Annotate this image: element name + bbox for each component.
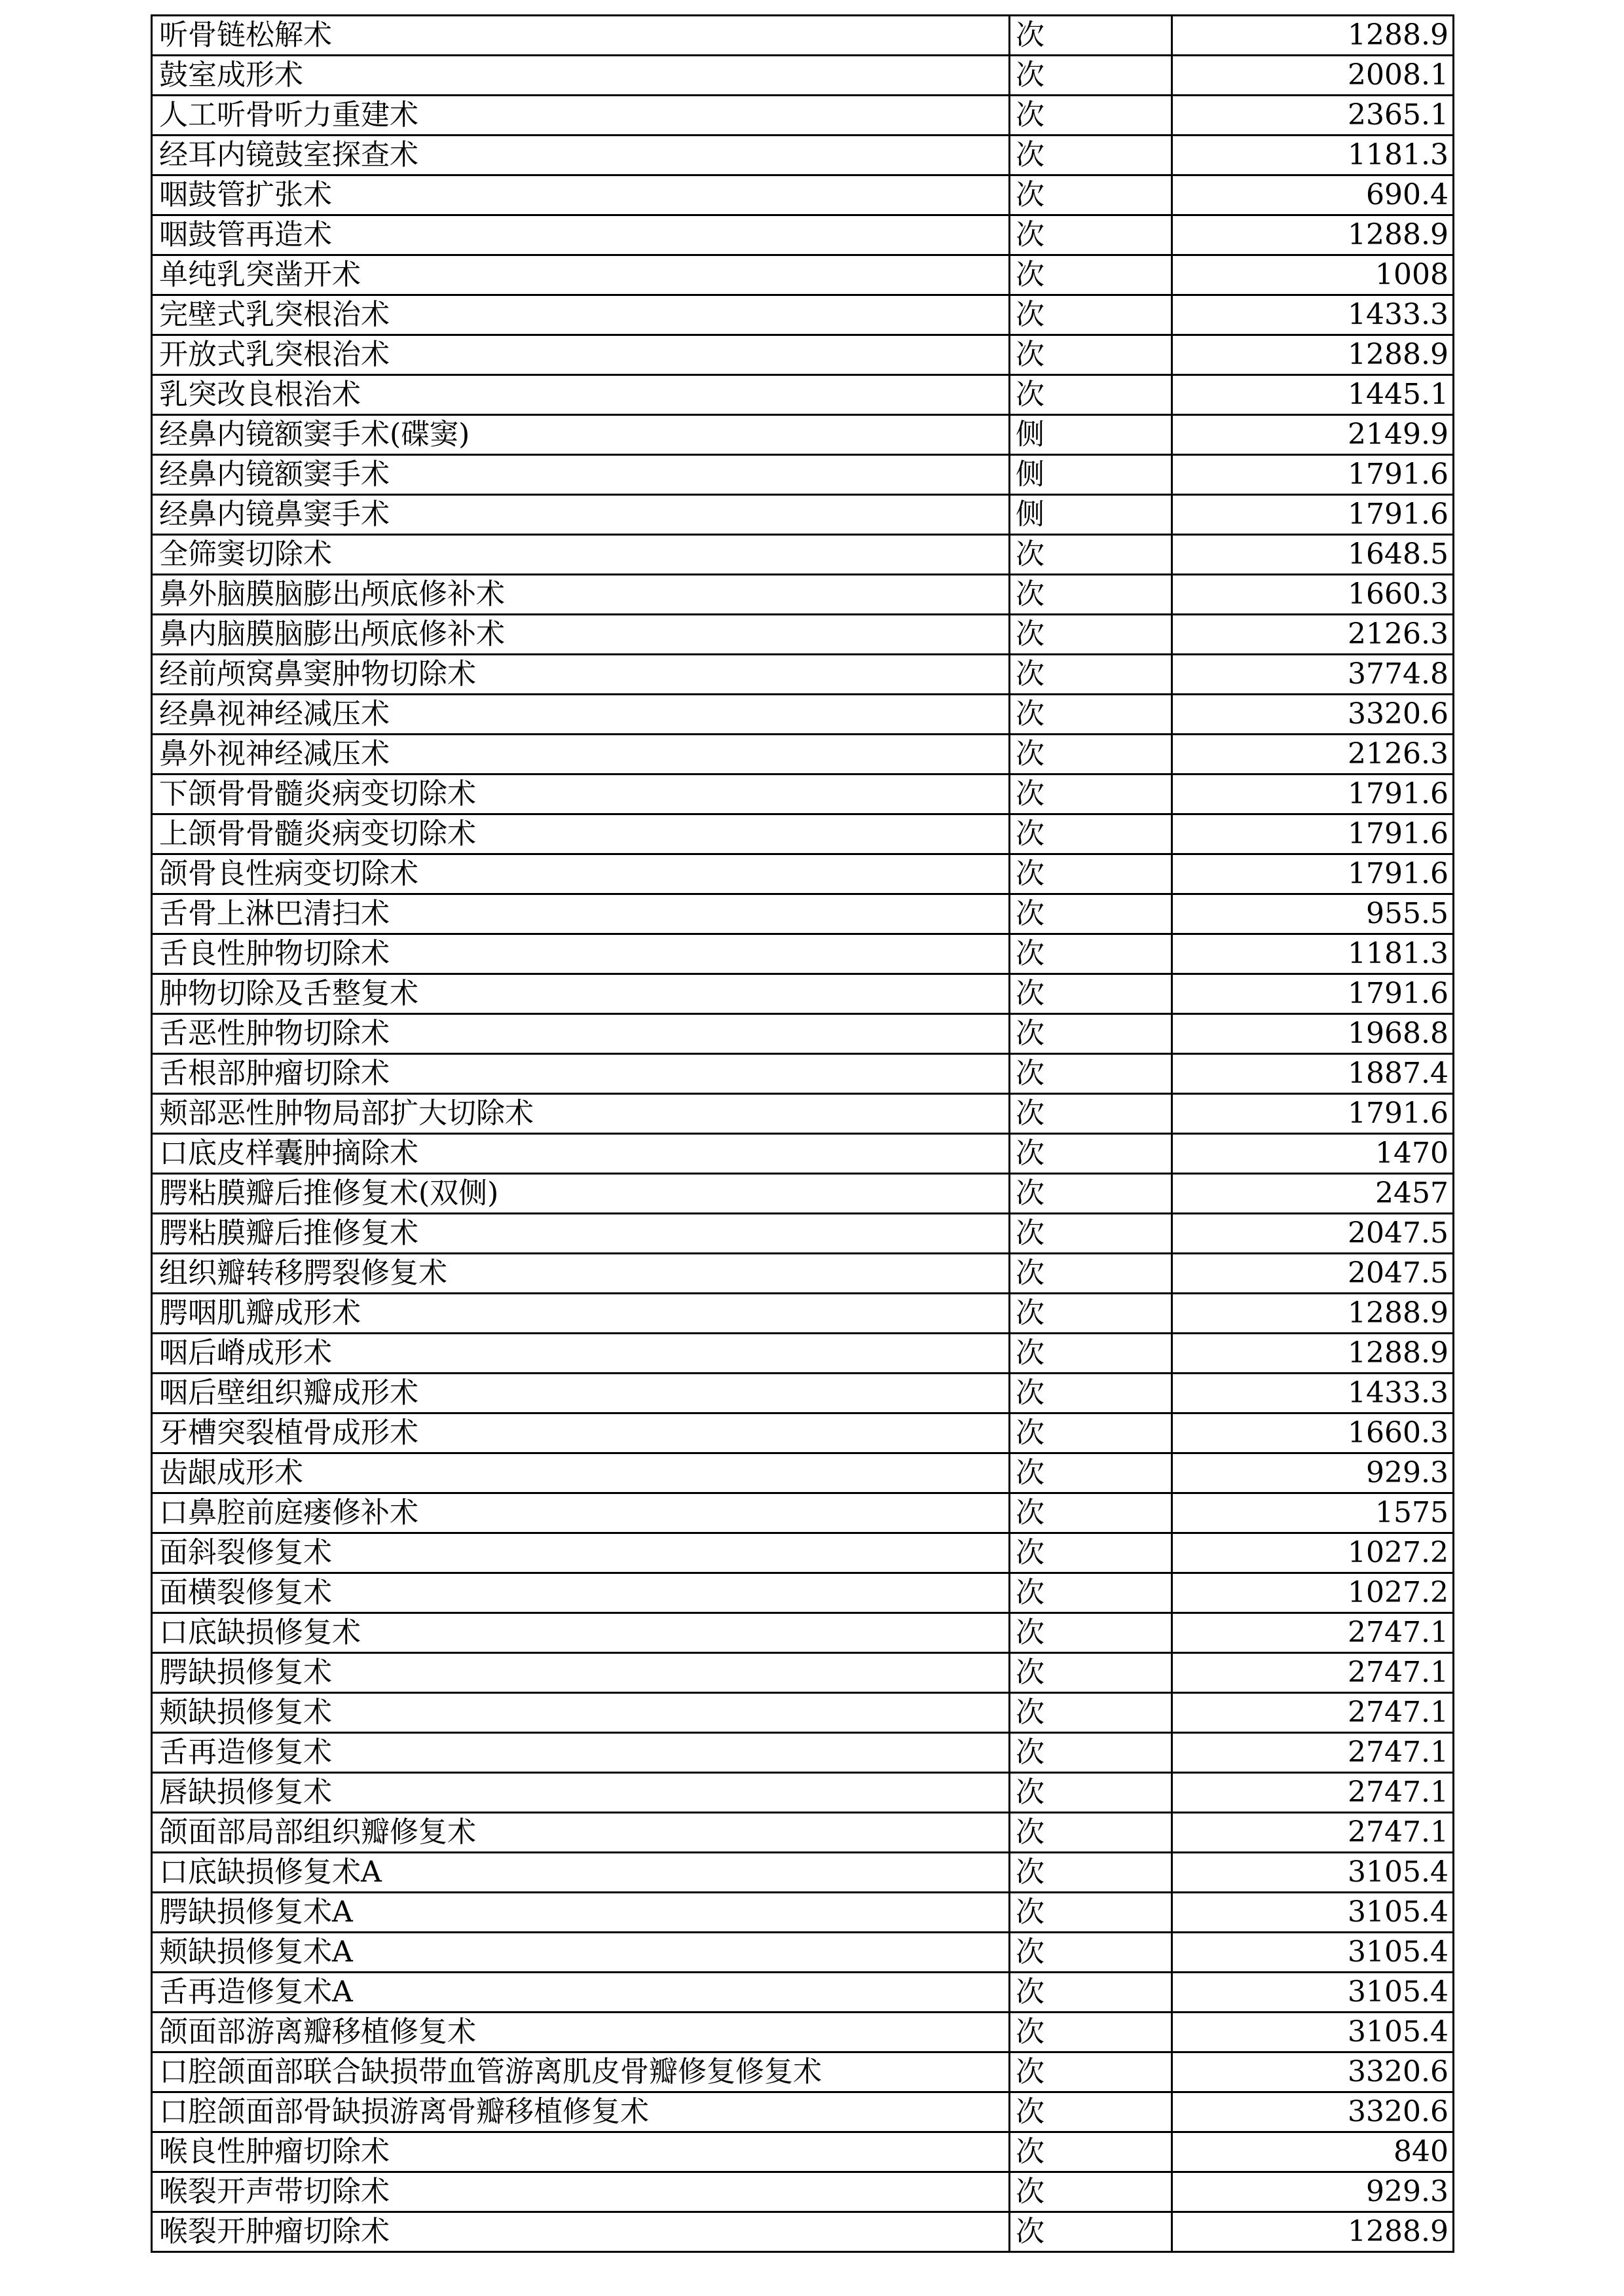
procedure-name-cell: 颌面部游离瓣移植修复术	[152, 2013, 1010, 2052]
unit-cell: 次	[1010, 1893, 1172, 1933]
table-row	[152, 934, 1454, 974]
unit-cell: 次	[1010, 974, 1172, 1014]
unit-cell: 次	[1010, 854, 1172, 894]
table-row	[152, 1493, 1454, 1533]
price-cell: 840	[1172, 2132, 1454, 2172]
price-cell: 1445.1	[1172, 375, 1454, 415]
procedure-name-cell: 颊部恶性肿物局部扩大切除术	[152, 1094, 1010, 1134]
table-row	[152, 175, 1454, 215]
price-cell: 1181.3	[1172, 136, 1454, 175]
price-cell: 2747.1	[1172, 1813, 1454, 1853]
price-cell: 2126.3	[1172, 735, 1454, 774]
table-row	[152, 1054, 1454, 1094]
unit-cell: 次	[1010, 175, 1172, 215]
table-row	[152, 2132, 1454, 2172]
table-row	[152, 1094, 1454, 1134]
procedure-name-cell: 喉良性肿瘤切除术	[152, 2132, 1010, 2172]
table-row	[152, 295, 1454, 335]
price-cell: 1575	[1172, 1493, 1454, 1533]
unit-cell: 次	[1010, 894, 1172, 934]
procedure-name-cell: 经鼻内镜鼻窦手术	[152, 495, 1010, 535]
unit-cell: 次	[1010, 2172, 1172, 2212]
unit-cell: 次	[1010, 1653, 1172, 1693]
unit-cell: 次	[1010, 535, 1172, 575]
table-row	[152, 1174, 1454, 1214]
price-cell: 2126.3	[1172, 615, 1454, 655]
table-row	[152, 335, 1454, 375]
price-cell: 2747.1	[1172, 1733, 1454, 1773]
unit-cell: 次	[1010, 1813, 1172, 1853]
unit-cell: 次	[1010, 1613, 1172, 1653]
procedure-name-cell: 口腔颌面部骨缺损游离骨瓣移植修复术	[152, 2092, 1010, 2132]
procedure-name-cell: 腭缺损修复术A	[152, 1893, 1010, 1933]
unit-cell: 次	[1010, 1853, 1172, 1893]
table-row	[152, 1533, 1454, 1573]
procedure-name-cell: 颊缺损修复术A	[152, 1933, 1010, 1973]
price-cell: 3105.4	[1172, 1853, 1454, 1893]
table-row	[152, 1573, 1454, 1613]
unit-cell: 次	[1010, 1573, 1172, 1613]
procedure-name-cell: 舌恶性肿物切除术	[152, 1014, 1010, 1054]
procedure-name-cell: 腭粘膜瓣后推修复术(双侧)	[152, 1174, 1010, 1214]
table-row	[152, 1773, 1454, 1813]
table-row	[152, 894, 1454, 934]
price-cell: 955.5	[1172, 894, 1454, 934]
unit-cell: 次	[1010, 1334, 1172, 1374]
procedure-name-cell: 下颌骨骨髓炎病变切除术	[152, 774, 1010, 814]
unit-cell: 次	[1010, 2092, 1172, 2132]
price-cell: 2365.1	[1172, 96, 1454, 136]
table-row	[152, 56, 1454, 96]
unit-cell: 次	[1010, 96, 1172, 136]
table-row	[152, 1613, 1454, 1653]
price-cell: 1791.6	[1172, 974, 1454, 1014]
unit-cell: 侧	[1010, 455, 1172, 495]
price-cell: 3320.6	[1172, 695, 1454, 735]
procedure-name-cell: 颊缺损修复术	[152, 1693, 1010, 1733]
procedure-name-cell: 听骨链松解术	[152, 16, 1010, 56]
price-cell: 2008.1	[1172, 56, 1454, 96]
procedure-name-cell: 口底缺损修复术A	[152, 1853, 1010, 1893]
procedure-name-cell: 单纯乳突凿开术	[152, 255, 1010, 295]
unit-cell: 次	[1010, 215, 1172, 255]
unit-cell: 次	[1010, 575, 1172, 615]
procedure-name-cell: 齿龈成形术	[152, 1453, 1010, 1493]
unit-cell: 次	[1010, 1014, 1172, 1054]
price-cell: 1791.6	[1172, 455, 1454, 495]
procedure-name-cell: 口底缺损修复术	[152, 1613, 1010, 1653]
table-row	[152, 1134, 1454, 1174]
table-row	[152, 1653, 1454, 1693]
unit-cell: 次	[1010, 1973, 1172, 2013]
procedure-name-cell: 舌根部肿瘤切除术	[152, 1054, 1010, 1094]
table-row	[152, 255, 1454, 295]
unit-cell: 次	[1010, 655, 1172, 695]
procedure-name-cell: 经鼻内镜额窦手术(碟窦)	[152, 415, 1010, 455]
table-row	[152, 1413, 1454, 1453]
table-row	[152, 415, 1454, 455]
unit-cell: 次	[1010, 1453, 1172, 1493]
procedure-name-cell: 舌骨上淋巴清扫术	[152, 894, 1010, 934]
procedure-name-cell: 经耳内镜鼓室探查术	[152, 136, 1010, 175]
unit-cell: 次	[1010, 1294, 1172, 1334]
procedure-name-cell: 肿物切除及舌整复术	[152, 974, 1010, 1014]
procedure-name-cell: 腭粘膜瓣后推修复术	[152, 1214, 1010, 1254]
unit-cell: 次	[1010, 2212, 1172, 2252]
procedure-name-cell: 喉裂开肿瘤切除术	[152, 2212, 1010, 2252]
procedure-name-cell: 喉裂开声带切除术	[152, 2172, 1010, 2212]
price-cell: 1433.3	[1172, 295, 1454, 335]
price-cell: 1791.6	[1172, 814, 1454, 854]
unit-cell: 次	[1010, 56, 1172, 96]
procedure-name-cell: 面斜裂修复术	[152, 1533, 1010, 1573]
price-cell: 1288.9	[1172, 1334, 1454, 1374]
price-cell: 2149.9	[1172, 415, 1454, 455]
procedure-name-cell: 面横裂修复术	[152, 1573, 1010, 1613]
price-cell: 3774.8	[1172, 655, 1454, 695]
unit-cell: 次	[1010, 295, 1172, 335]
unit-cell: 次	[1010, 1054, 1172, 1094]
procedure-name-cell: 人工听骨听力重建术	[152, 96, 1010, 136]
table-row	[152, 136, 1454, 175]
unit-cell: 次	[1010, 1374, 1172, 1413]
unit-cell: 次	[1010, 2013, 1172, 2052]
price-cell: 1027.2	[1172, 1573, 1454, 1613]
unit-cell: 次	[1010, 16, 1172, 56]
procedure-name-cell: 舌再造修复术	[152, 1733, 1010, 1773]
procedure-name-cell: 口腔颌面部联合缺损带血管游离肌皮骨瓣修复修复术	[152, 2052, 1010, 2092]
unit-cell: 次	[1010, 255, 1172, 295]
procedure-name-cell: 上颌骨骨髓炎病变切除术	[152, 814, 1010, 854]
price-cell: 2747.1	[1172, 1613, 1454, 1653]
price-cell: 1968.8	[1172, 1014, 1454, 1054]
price-cell: 1660.3	[1172, 1413, 1454, 1453]
price-cell: 2457	[1172, 1174, 1454, 1214]
unit-cell: 次	[1010, 735, 1172, 774]
procedure-name-cell: 鼻外脑膜脑膨出颅底修补术	[152, 575, 1010, 615]
procedure-name-cell: 经鼻内镜额窦手术	[152, 455, 1010, 495]
procedure-name-cell: 经鼻视神经减压术	[152, 695, 1010, 735]
table-row	[152, 854, 1454, 894]
price-cell: 2747.1	[1172, 1693, 1454, 1733]
table-row	[152, 1813, 1454, 1853]
price-cell: 1648.5	[1172, 535, 1454, 575]
price-table-body	[152, 16, 1454, 2252]
unit-cell: 次	[1010, 335, 1172, 375]
table-row	[152, 96, 1454, 136]
table-row	[152, 16, 1454, 56]
table-row	[152, 495, 1454, 535]
price-cell: 2747.1	[1172, 1773, 1454, 1813]
unit-cell: 次	[1010, 375, 1172, 415]
unit-cell: 次	[1010, 814, 1172, 854]
procedure-name-cell: 颌骨良性病变切除术	[152, 854, 1010, 894]
table-row	[152, 1693, 1454, 1733]
price-cell: 929.3	[1172, 2172, 1454, 2212]
procedure-name-cell: 舌良性肿物切除术	[152, 934, 1010, 974]
price-cell: 1791.6	[1172, 1094, 1454, 1134]
procedure-name-cell: 咽后嵴成形术	[152, 1334, 1010, 1374]
price-cell: 3320.6	[1172, 2052, 1454, 2092]
table-row	[152, 1294, 1454, 1334]
procedure-name-cell: 腭缺损修复术	[152, 1653, 1010, 1693]
unit-cell: 次	[1010, 1933, 1172, 1973]
procedure-name-cell: 牙槽突裂植骨成形术	[152, 1413, 1010, 1453]
unit-cell: 侧	[1010, 495, 1172, 535]
table-row	[152, 575, 1454, 615]
price-cell: 1008	[1172, 255, 1454, 295]
price-cell: 1470	[1172, 1134, 1454, 1174]
table-row	[152, 1733, 1454, 1773]
table-row	[152, 1014, 1454, 1054]
procedure-name-cell: 口鼻腔前庭瘘修补术	[152, 1493, 1010, 1533]
price-cell: 1660.3	[1172, 575, 1454, 615]
price-cell: 1791.6	[1172, 774, 1454, 814]
price-cell: 2047.5	[1172, 1214, 1454, 1254]
unit-cell: 次	[1010, 1094, 1172, 1134]
price-cell: 1433.3	[1172, 1374, 1454, 1413]
unit-cell: 次	[1010, 1533, 1172, 1573]
table-row	[152, 655, 1454, 695]
price-cell: 1027.2	[1172, 1533, 1454, 1573]
unit-cell: 次	[1010, 615, 1172, 655]
unit-cell: 次	[1010, 1214, 1172, 1254]
price-table	[151, 14, 1454, 2253]
procedure-name-cell: 咽后壁组织瓣成形术	[152, 1374, 1010, 1413]
price-cell: 3105.4	[1172, 1973, 1454, 2013]
procedure-name-cell: 口底皮样囊肿摘除术	[152, 1134, 1010, 1174]
price-cell: 3320.6	[1172, 2092, 1454, 2132]
table-row	[152, 1973, 1454, 2013]
procedure-name-cell: 鼻外视神经减压术	[152, 735, 1010, 774]
unit-cell: 次	[1010, 934, 1172, 974]
price-cell: 1288.9	[1172, 16, 1454, 56]
table-row	[152, 1853, 1454, 1893]
procedure-name-cell: 颌面部局部组织瓣修复术	[152, 1813, 1010, 1853]
procedure-name-cell: 鼓室成形术	[152, 56, 1010, 96]
procedure-name-cell: 乳突改良根治术	[152, 375, 1010, 415]
procedure-name-cell: 咽鼓管再造术	[152, 215, 1010, 255]
unit-cell: 次	[1010, 774, 1172, 814]
price-cell: 1181.3	[1172, 934, 1454, 974]
table-row	[152, 1374, 1454, 1413]
unit-cell: 次	[1010, 1773, 1172, 1813]
price-cell: 3105.4	[1172, 1933, 1454, 1973]
table-row	[152, 1893, 1454, 1933]
price-cell: 1887.4	[1172, 1054, 1454, 1094]
price-cell: 3105.4	[1172, 1893, 1454, 1933]
table-row	[152, 1214, 1454, 1254]
unit-cell: 次	[1010, 2132, 1172, 2172]
table-row	[152, 2092, 1454, 2132]
procedure-name-cell: 完壁式乳突根治术	[152, 295, 1010, 335]
unit-cell: 次	[1010, 2052, 1172, 2092]
price-cell: 2747.1	[1172, 1653, 1454, 1693]
procedure-name-cell: 腭咽肌瓣成形术	[152, 1294, 1010, 1334]
table-row	[152, 774, 1454, 814]
procedure-name-cell: 咽鼓管扩张术	[152, 175, 1010, 215]
table-row	[152, 615, 1454, 655]
price-cell: 1791.6	[1172, 495, 1454, 535]
unit-cell: 次	[1010, 1493, 1172, 1533]
table-row	[152, 1453, 1454, 1493]
unit-cell: 次	[1010, 1254, 1172, 1294]
unit-cell: 次	[1010, 695, 1172, 735]
procedure-name-cell: 全筛窦切除术	[152, 535, 1010, 575]
table-row	[152, 455, 1454, 495]
procedure-name-cell: 开放式乳突根治术	[152, 335, 1010, 375]
procedure-name-cell: 舌再造修复术A	[152, 1973, 1010, 2013]
table-row	[152, 2052, 1454, 2092]
table-row	[152, 735, 1454, 774]
table-row	[152, 535, 1454, 575]
table-row	[152, 2212, 1454, 2252]
price-cell: 1288.9	[1172, 335, 1454, 375]
table-row	[152, 215, 1454, 255]
table-row	[152, 375, 1454, 415]
price-cell: 1791.6	[1172, 854, 1454, 894]
unit-cell: 次	[1010, 1413, 1172, 1453]
table-row	[152, 2013, 1454, 2052]
unit-cell: 次	[1010, 1733, 1172, 1773]
unit-cell: 次	[1010, 1174, 1172, 1214]
table-row	[152, 1334, 1454, 1374]
table-row	[152, 814, 1454, 854]
unit-cell: 次	[1010, 1693, 1172, 1733]
price-cell: 1288.9	[1172, 2212, 1454, 2252]
table-row	[152, 1254, 1454, 1294]
price-cell: 690.4	[1172, 175, 1454, 215]
price-cell: 2047.5	[1172, 1254, 1454, 1294]
table-row	[152, 974, 1454, 1014]
unit-cell: 侧	[1010, 415, 1172, 455]
price-cell: 1288.9	[1172, 1294, 1454, 1334]
table-row	[152, 695, 1454, 735]
unit-cell: 次	[1010, 1134, 1172, 1174]
price-cell: 1288.9	[1172, 215, 1454, 255]
table-row	[152, 1933, 1454, 1973]
price-cell: 929.3	[1172, 1453, 1454, 1493]
procedure-name-cell: 唇缺损修复术	[152, 1773, 1010, 1813]
table-row	[152, 2172, 1454, 2212]
procedure-name-cell: 经前颅窝鼻窦肿物切除术	[152, 655, 1010, 695]
procedure-name-cell: 鼻内脑膜脑膨出颅底修补术	[152, 615, 1010, 655]
unit-cell: 次	[1010, 136, 1172, 175]
procedure-name-cell: 组织瓣转移腭裂修复术	[152, 1254, 1010, 1294]
price-cell: 3105.4	[1172, 2013, 1454, 2052]
